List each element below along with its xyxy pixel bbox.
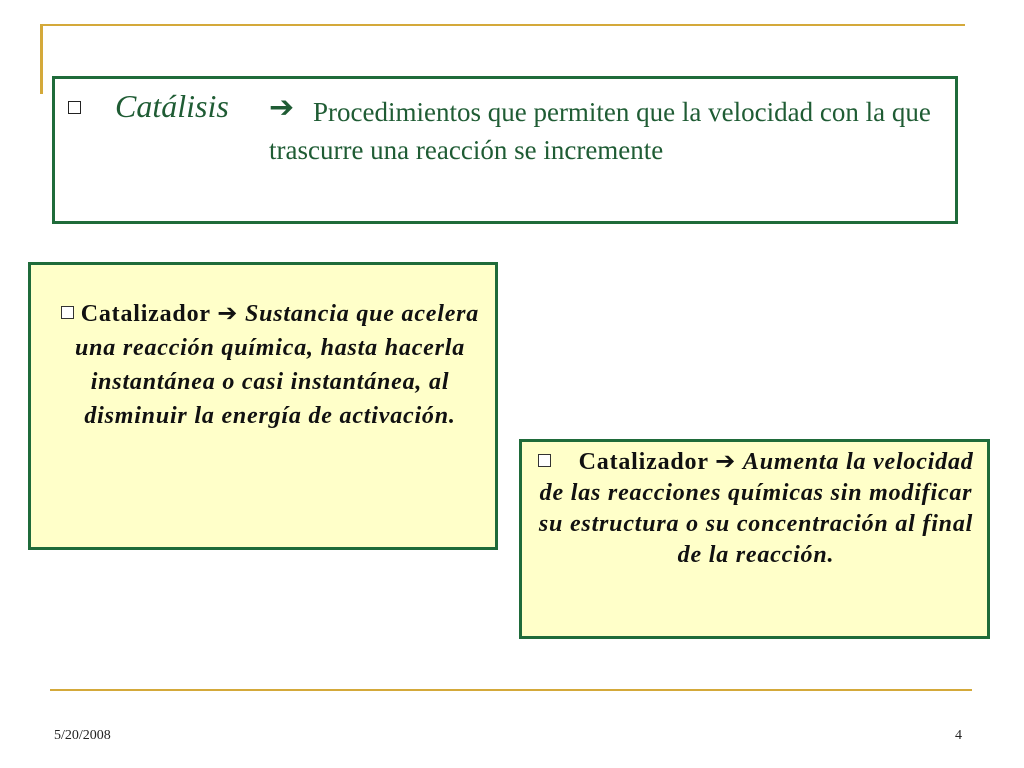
right-arrow-icon: ➔ bbox=[715, 447, 737, 475]
checkbox-bullet-icon bbox=[61, 306, 74, 319]
catalyst-definition-paragraph bbox=[50, 296, 490, 433]
catalyst-effect-paragraph bbox=[532, 446, 980, 571]
catalyst-term: Catalizador bbox=[80, 301, 211, 327]
definition-term: Catálisis bbox=[115, 88, 229, 124]
left-accent-line bbox=[40, 24, 43, 94]
right-arrow-icon: ➔ bbox=[269, 90, 295, 125]
checkbox-bullet-icon bbox=[68, 101, 81, 114]
page-number: 4 bbox=[955, 728, 962, 743]
catalyst-definition-text: Sustancia que acelera una reacción química, hasta hacerla instantánea o casi instantánea, al disminuir la energía de activación. bbox=[74, 301, 480, 429]
checkbox-bullet-icon bbox=[538, 454, 551, 467]
catalyst-effect-text: Aumenta la velocidad de las reacciones químicas sin modificar su estructura o su concentración al final de la reacción. bbox=[538, 449, 974, 568]
bottom-accent-line bbox=[50, 689, 972, 691]
definition-text: Procedimientos que permiten que la velocidad con la que trascurre una reacción se incremente bbox=[269, 97, 931, 165]
top-accent-line bbox=[40, 24, 965, 26]
catalyst-term: Catalizador bbox=[578, 449, 709, 475]
footer-date: 5/20/2008 bbox=[54, 728, 111, 743]
right-arrow-icon: ➔ bbox=[217, 299, 239, 327]
